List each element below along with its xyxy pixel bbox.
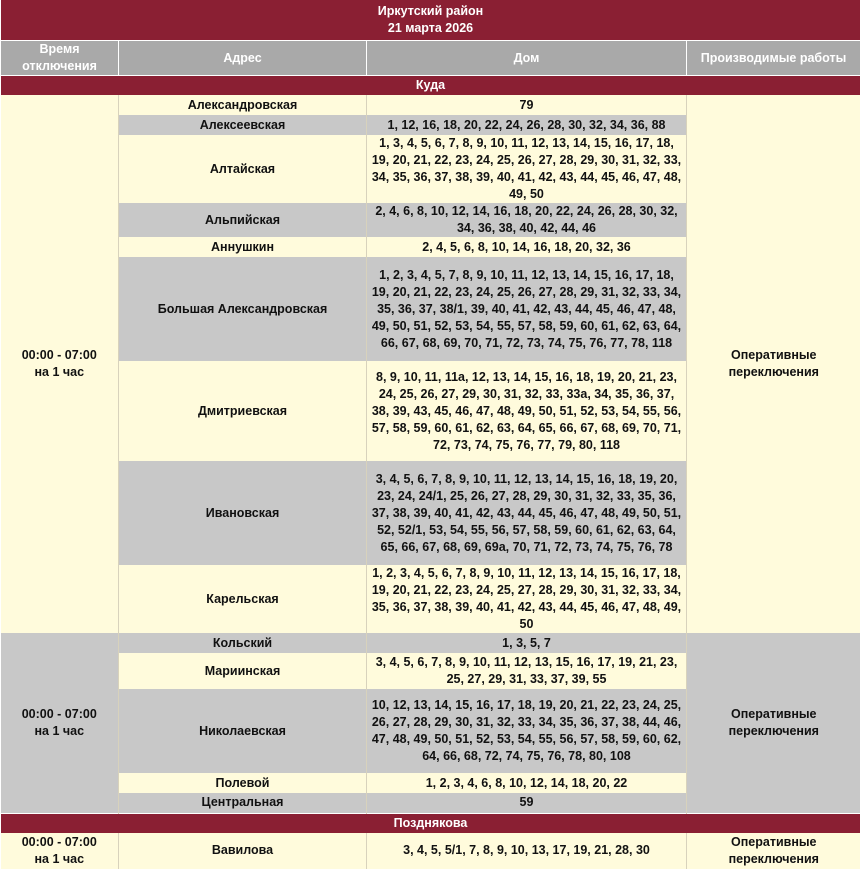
house-numbers: 79 [367, 95, 687, 115]
outage-time-cell [1, 95, 119, 633]
street-name: Мариинская [119, 653, 367, 689]
schedule-date: 21 марта 2026 [5, 20, 857, 37]
table-row [1, 633, 860, 653]
house-numbers: 1, 12, 16, 18, 20, 22, 24, 26, 28, 30, 32, 34, 36, 88 [367, 115, 687, 135]
street-name: Алтайская [119, 135, 367, 203]
house-numbers: 2, 4, 6, 8, 10, 12, 14, 16, 18, 20, 22, 24, 26, 28, 30, 32, 34, 36, 38, 40, 42, 44, 46 [367, 203, 687, 237]
section-header-row [1, 813, 860, 833]
works-line: Оперативные [691, 706, 857, 723]
house-numbers: 3, 4, 5, 6, 7, 8, 9, 10, 11, 12, 13, 14, 15, 16, 18, 19, 20, 23, 24, 24/1, 25, 26, 27, 28, 29, 30, 31, 32, 33, 35, 36, 37, 38, 39, 40, 41, 42, 43, 44, 45, 46, 47, 48, 49, 50, 51, 52, 52/1, 53, 54, 55, 56, 57, 58, 59, 60, 61, 62, 63, 64, 65, 66, 67, 68, 69, 69а, 70, 71, 72, 73, 74, 75, 76, 78 [367, 461, 687, 565]
outage-duration: на 1 час [5, 364, 115, 381]
outage-time: 00:00 - 07:00 [5, 706, 115, 723]
section-header-row [1, 76, 860, 96]
street-name: Алексеевская [119, 115, 367, 135]
house-numbers: 1, 3, 5, 7 [367, 633, 687, 653]
street-name: Вавилова [119, 833, 367, 869]
outage-duration: на 1 час [5, 723, 115, 740]
street-name: Александровская [119, 95, 367, 115]
house-numbers: 1, 2, 3, 4, 5, 6, 7, 8, 9, 10, 11, 12, 13, 14, 15, 16, 17, 18, 19, 20, 21, 22, 23, 24, 25, 27, 28, 29, 30, 31, 32, 33, 34, 35, 36, 37, 38, 39, 40, 41, 42, 43, 44, 45, 46, 47, 48, 49, 50 [367, 565, 687, 633]
house-numbers: 1, 2, 3, 4, 6, 8, 10, 12, 14, 18, 20, 22 [367, 773, 687, 793]
column-header-row [1, 41, 860, 76]
works-cell [687, 633, 860, 813]
house-numbers: 1, 2, 3, 4, 5, 7, 8, 9, 10, 11, 12, 13, 14, 15, 16, 17, 18, 19, 20, 21, 22, 23, 24, 25, 26, 27, 28, 29, 31, 32, 33, 34, 35, 36, 37, 38/1, 39, 40, 41, 42, 43, 44, 45, 46, 47, 48, 49, 50, 51, 52, 53, 54, 55, 57, 58, 59, 60, 61, 62, 63, 64, 66, 67, 68, 69, 70, 71, 72, 73, 74, 75, 76, 77, 78, 118 [367, 257, 687, 361]
section-title: Куда [1, 76, 860, 96]
works-line: переключения [691, 364, 857, 381]
house-numbers: 59 [367, 793, 687, 813]
house-numbers: 3, 4, 5, 6, 7, 8, 9, 10, 11, 12, 13, 15, 16, 17, 19, 21, 23, 25, 27, 29, 31, 33, 37, 39, 55 [367, 653, 687, 689]
house-numbers: 2, 4, 5, 6, 8, 10, 14, 16, 18, 20, 32, 36 [367, 237, 687, 257]
outage-duration: на 1 час [5, 851, 115, 868]
street-name: Кольский [119, 633, 367, 653]
column-header-works: Производимые работы [687, 41, 860, 76]
column-header-time: Время отключения [1, 41, 119, 76]
outage-time: 00:00 - 07:00 [5, 834, 115, 851]
house-numbers: 8, 9, 10, 11, 11а, 12, 13, 14, 15, 16, 18, 19, 20, 21, 23, 24, 25, 26, 27, 29, 30, 31, 32, 33, 33а, 34, 35, 36, 37, 38, 39, 43, 45, 46, 47, 48, 49, 50, 51, 52, 53, 54, 55, 56, 57, 58, 59, 60, 61, 62, 63, 64, 65, 66, 67, 68, 69, 70, 71, 72, 73, 74, 75, 76, 77, 79, 80, 118 [367, 361, 687, 461]
column-header-house: Дом [367, 41, 687, 76]
street-name: Центральная [119, 793, 367, 813]
works-line: переключения [691, 851, 857, 868]
street-name: Альпийская [119, 203, 367, 237]
works-line: Оперативные [691, 834, 857, 851]
house-numbers: 10, 12, 13, 14, 15, 16, 17, 18, 19, 20, 21, 22, 23, 24, 25, 26, 27, 28, 29, 30, 31, 32, 33, 34, 35, 36, 37, 38, 44, 46, 47, 48, 49, 50, 51, 52, 53, 54, 55, 56, 57, 58, 59, 60, 62, 64, 66, 68, 72, 74, 75, 76, 78, 80, 108 [367, 689, 687, 773]
outage-time-cell [1, 833, 119, 869]
street-name: Дмитриевская [119, 361, 367, 461]
street-name: Аннушкин [119, 237, 367, 257]
table-title [1, 0, 860, 41]
works-cell [687, 95, 860, 633]
works-line: переключения [691, 723, 857, 740]
street-name: Карельская [119, 565, 367, 633]
street-name: Большая Александровская [119, 257, 367, 361]
table-row [1, 95, 860, 115]
works-cell [687, 833, 860, 869]
table-row [1, 833, 860, 869]
outage-time-cell [1, 633, 119, 813]
section-title: Позднякова [1, 813, 860, 833]
street-name: Полевой [119, 773, 367, 793]
district-name: Иркутский район [5, 3, 857, 20]
street-name: Николаевская [119, 689, 367, 773]
street-name: Ивановская [119, 461, 367, 565]
house-numbers: 1, 3, 4, 5, 6, 7, 8, 9, 10, 11, 12, 13, 14, 15, 16, 17, 18, 19, 20, 21, 22, 23, 24, 25, 26, 27, 28, 29, 30, 31, 32, 33, 34, 35, 36, 37, 38, 39, 40, 41, 42, 43, 44, 45, 46, 47, 48, 49, 50 [367, 135, 687, 203]
column-header-address: Адрес [119, 41, 367, 76]
house-numbers: 3, 4, 5, 5/1, 7, 8, 9, 10, 13, 17, 19, 21, 28, 30 [367, 833, 687, 869]
table-title-row [1, 0, 860, 41]
outage-time: 00:00 - 07:00 [5, 347, 115, 364]
works-line: Оперативные [691, 347, 857, 364]
